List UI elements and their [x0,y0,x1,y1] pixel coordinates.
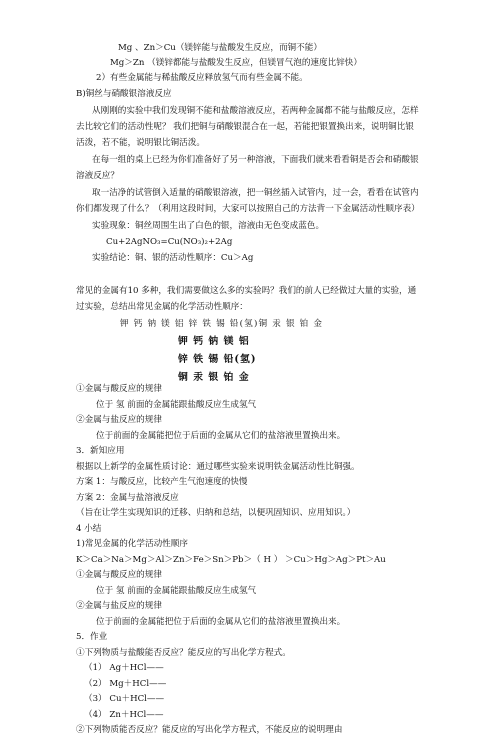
text-line: 位于 氢 前面的金属能跟盐酸反应生成氢气 [96,585,257,596]
text-line: 活泼，若不能，说明银比铜活泼。 [76,138,205,148]
text-line: 取一洁净的试管倒入适量的硝酸银溶液，把一铜丝插入试管内，过一会，看看在试管内 [92,188,419,198]
chemical-equation: Cu+2AgNO₃=Cu(NO₃)₂+2Ag [106,237,233,247]
text-line: 实验现象：铜丝周围生出了白色的银，溶液由无色变成蓝色。 [92,221,325,231]
text-line: 过实验，总结出常见金属的化学活动性顺序： [76,302,248,312]
text-line: 根据以上新学的金属性质讨论：通过哪些实验来说明铁金属活动性比铜强。 [76,461,360,472]
section-heading: 4 小结 [76,523,102,534]
text-line: 你们都发现了什么？（利用这段时间，大家可以按照自己的方法背一下金属活动性顺序表） [76,204,420,214]
activity-series-group-3: 铜 汞 银 铂 金 [178,372,250,383]
exercise-item: （3） Cu＋HCl—— [84,694,165,704]
activity-series-line: 钾 钙 钠 镁 铝 锌 铁 锡 铅(氢)铜 汞 银 铂 金 [120,319,324,329]
text-line: 2）有些金属能与稀盐酸反应释放氢气而有些金属不能。 [96,73,308,83]
text-line: 1)常见金属的化学活动性顺序 [76,539,188,549]
activity-series-group-1: 钾 钙 钠 镁 铝 [178,336,250,347]
text-line: 位于前面的金属能把位于后面的金属从它们的盐溶液里置换出来。 [96,616,346,627]
text-line: ②金属与盐反应的规律 [76,601,162,611]
section-heading: B)铜丝与硝酸银溶液反应 [76,89,172,99]
text-line: ②下列物质能否反应？能反应的写出化学方程式，不能反应的说明理由 [76,725,343,735]
text-line: ①金属与酸反应的规律 [76,384,162,394]
section-heading: 3．新知应用 [76,446,125,456]
activity-series-inequality: K＞Ca＞Na＞Mg＞Al＞Zn＞Fe＞Sn＞Pb＞（ H ） ＞Cu＞Hg＞Ag＞Pt＞Au [76,554,386,565]
section-heading: 5．作业 [76,632,108,642]
exercise-item: （1） Ag＋HCl—— [84,663,164,673]
text-line: ①金属与酸反应的规律 [76,570,162,580]
text-line: 实验结论：铜、银的活动性顺序：Cu＞Ag [92,253,254,263]
activity-series-group-2: 锌 铁 锡 铅(氢) [178,354,257,365]
text-line: 位于 氢 前面的金属能跟盐酸反应生成氢气 [96,399,257,410]
text-line: 溶液反应？ [76,171,119,181]
text-line: 从刚刚的实验中我们发现铜不能和盐酸溶液反应，若两种金属都不能与盐酸反应，怎样 [92,106,419,116]
text-line: 方案 1：与酸反应，比较产生气泡速度的快慢 [76,477,248,487]
text-line: 去比较它们的活动性呢？ 我们把铜与硝酸银混合在一起，若能把银置换出来，说明铜比银 [76,122,414,132]
exercise-item: （4） Zn＋HCl—— [84,709,164,720]
text-line: （旨在让学生实现知识的迁移、归纳和总结，以便巩固知识、应用知识。） [76,508,356,518]
text-line: Mg 、Zn＞Cu（镁锌能与盐酸发生反应，而铜不能） [118,43,322,53]
text-line: ②金属与盐反应的规律 [76,415,162,425]
text-line: 常见的金属有10 多种，我们需要做这么多的实验吗？我们的前人已经做过大量的实验，通 [76,286,417,296]
exercise-item: （2） Mg＋HCl—— [84,678,167,689]
text-line: 方案 2：金属与盐溶液反应 [76,492,179,503]
text-line: 位于前面的金属能把位于后面的金属从它们的盐溶液里置换出来。 [96,430,346,441]
text-line: Mg＞Zn （镁锌都能与盐酸发生反应，但镁冒气泡的速度比锌快） [110,58,362,68]
text-line: 在每一组的桌上已经为你们准备好了另一种溶液，下面我们就来看看铜是否会和硝酸银 [92,155,419,165]
text-line: ①下列物质与盐酸能否反应？能反应的写出化学方程式。 [76,647,291,658]
